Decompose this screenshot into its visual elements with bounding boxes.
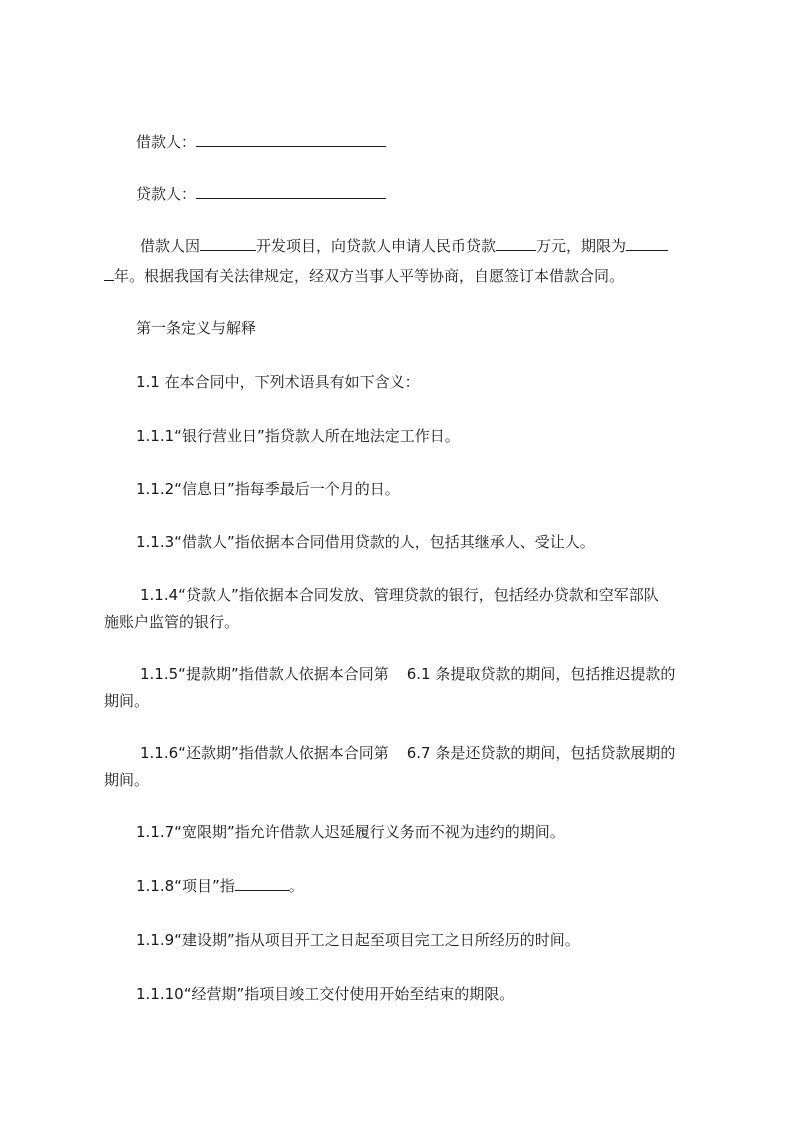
lender-line <box>136 184 386 204</box>
clause-1-1-6-line-2: 期间。 <box>104 771 150 789</box>
clause-1-1-8-text-a: 1.1.8“项目”指 <box>136 877 235 895</box>
clause-1-1-1: 1.1.1“银行营业日”指贷款人所在地法定工作日。 <box>136 427 460 445</box>
amount-blank <box>496 238 536 251</box>
intro-text-a: 借款人因 <box>140 237 201 255</box>
clause-1-1-5-line-1 <box>140 664 675 684</box>
clause-1-1-5-text-b: 6.1 条提取贷款的期间，包括推迟提款的 <box>406 665 676 683</box>
borrower-label: 借款人： <box>136 133 197 151</box>
term-blank-b <box>104 268 114 281</box>
borrower-line <box>136 132 386 152</box>
clause-1-1-10: 1.1.10“经营期”指项目竣工交付使用开始至结束的期限。 <box>136 985 515 1003</box>
clause-1-1-6-line-1 <box>140 743 675 763</box>
project-definition-blank <box>235 878 289 891</box>
intro-text-b: 开发项目，向贷款人申请人民币贷款 <box>256 237 497 255</box>
clause-1-1-3: 1.1.3“借款人”指依据本合同借用贷款的人，包括其继承人、受让人。 <box>136 533 595 551</box>
clause-1-1-6-text-b: 6.7 条是还贷款的期间，包括贷款展期的 <box>406 744 676 762</box>
clause-1-1-8-text-b: 。 <box>288 877 304 895</box>
clause-1-1-5-text-a: 1.1.5“提款期”指借款人依据本合同第 <box>140 665 389 683</box>
clause-1-1-8 <box>136 876 304 896</box>
project-blank <box>200 238 256 251</box>
article-1-title: 第一条定义与解释 <box>136 319 257 337</box>
clause-1-1-5-line-2: 期间。 <box>104 692 150 710</box>
borrower-blank <box>196 134 386 147</box>
clause-1-1: 1.1 在本合同中，下列术语具有如下含义： <box>136 373 420 391</box>
intro-text-c: 万元，期限为 <box>536 237 627 255</box>
clause-1-1-2: 1.1.2“信息日”指每季最后一个月的日。 <box>136 480 400 498</box>
intro-line-1 <box>140 236 668 256</box>
intro-line-2 <box>104 266 624 286</box>
clause-1-1-9: 1.1.9“建设期”指从项目开工之日起至项目完工之日所经历的时间。 <box>136 931 580 949</box>
clause-1-1-7: 1.1.7“宽限期”指允许借款人迟延履行义务而不视为违约的期间。 <box>136 823 565 841</box>
clause-1-1-4-line-1: 1.1.4“贷款人”指依据本合同发放、管理贷款的银行，包括经办贷款和空军部队 <box>140 586 659 604</box>
intro-text-d: 年。根据我国有关法律规定，经双方当事人平等协商，自愿签订本借款合同。 <box>114 267 625 285</box>
clause-1-1-6-text-a: 1.1.6“还款期”指借款人依据本合同第 <box>140 744 389 762</box>
clause-1-1-4-line-2: 施账户监管的银行。 <box>104 613 240 631</box>
lender-label: 贷款人： <box>136 185 197 203</box>
term-blank-a <box>626 238 668 251</box>
lender-blank <box>196 186 386 199</box>
